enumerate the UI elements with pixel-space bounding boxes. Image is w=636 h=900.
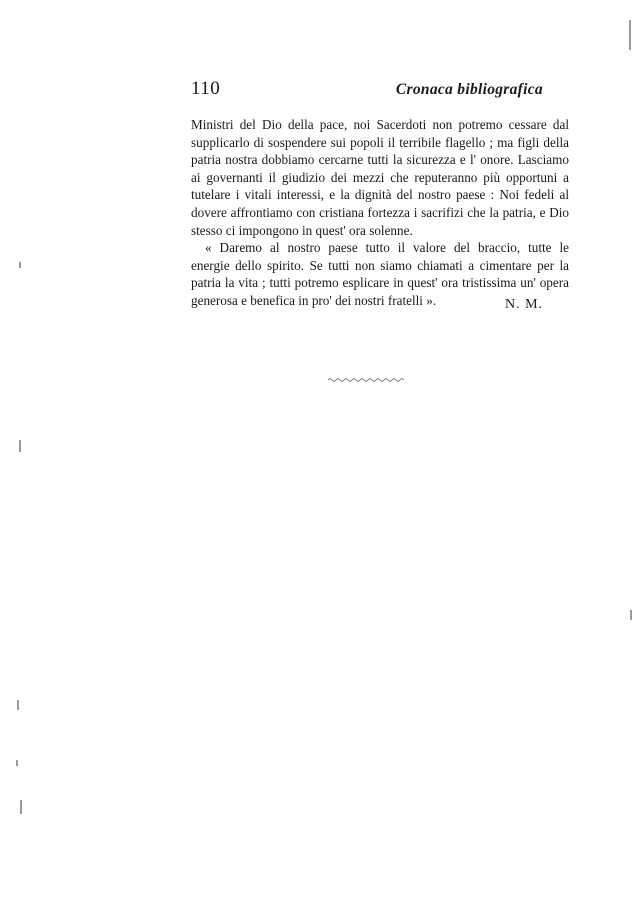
text-line: stesso ci impongono in quest' ora solenne. <box>191 222 413 238</box>
scan-speck <box>19 440 21 452</box>
scan-speck <box>20 800 22 814</box>
text-line: patria la vita ; tutti potremo esplicare in quest' ora tristissima un' opera <box>191 275 569 291</box>
text-line: ai governanti il giudizio dei mezzi che reputeranno più opportuni a <box>191 169 569 185</box>
page-header <box>191 78 543 104</box>
text-line: patria nostra dobbiamo cercarne tutti la sicurezza e l' onore. Lasciamo <box>191 152 569 168</box>
scan-speck <box>17 700 19 710</box>
text-line: energie dello spirito. Se tutti non siamo chiamati a cimentare per la <box>191 257 569 273</box>
ornamental-divider <box>328 377 404 383</box>
scan-speck <box>16 760 18 766</box>
scan-speck <box>630 610 632 620</box>
text-line: generosa e benefica in pro' dei nostri fratelli ». <box>191 292 437 308</box>
text-line: « Daremo al nostro paese tutto il valore del braccio, tutte le <box>205 240 569 256</box>
text-line: supplicarlo di sospendere sui popoli il terribile flagello ; ma figli della <box>191 134 569 150</box>
text-line: Ministri del Dio della pace, noi Sacerdoti non potremo cessare dal <box>191 117 569 132</box>
text-line: dovere affrontiamo con cristiana fortezza i sacrifizi che la patria, e Dio <box>191 204 569 220</box>
author-signature: N. M. <box>505 297 544 312</box>
page-number: 110 <box>191 78 221 99</box>
body-text <box>191 116 569 310</box>
running-title: Cronaca bibliografica <box>395 81 543 98</box>
scan-speck <box>19 262 21 268</box>
scan-speck <box>629 20 631 50</box>
text-line: tutelare i vitali interessi, e la dignità del nostro paese : Noi fedeli al <box>191 187 569 203</box>
